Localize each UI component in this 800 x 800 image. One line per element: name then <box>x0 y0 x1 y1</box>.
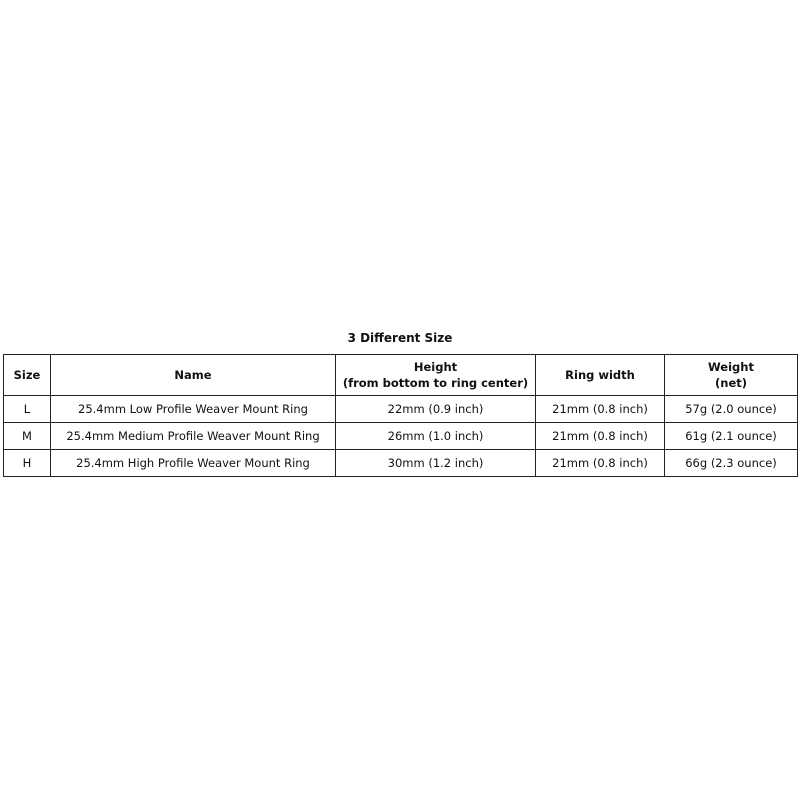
cell-height: 26mm (1.0 inch) <box>336 423 536 450</box>
header-size <box>4 355 51 396</box>
header-height <box>336 355 536 396</box>
table-row <box>4 423 798 450</box>
table-row <box>4 450 798 477</box>
header-weight-label: Weight <box>708 360 754 374</box>
header-weight-sublabel: (net) <box>715 376 747 390</box>
header-ring-width <box>536 355 665 396</box>
cell-size: H <box>4 450 51 477</box>
header-size-label: Size <box>13 368 41 382</box>
cell-weight: 57g (2.0 ounce) <box>665 396 798 423</box>
cell-height: 30mm (1.2 inch) <box>336 450 536 477</box>
cell-ring-width: 21mm (0.8 inch) <box>536 423 665 450</box>
cell-name: 25.4mm High Profile Weaver Mount Ring <box>51 450 336 477</box>
header-height-sublabel: (from bottom to ring center) <box>342 376 529 390</box>
cell-weight: 66g (2.3 ounce) <box>665 450 798 477</box>
cell-size: M <box>4 423 51 450</box>
cell-weight: 61g (2.1 ounce) <box>665 423 798 450</box>
cell-ring-width: 21mm (0.8 inch) <box>536 450 665 477</box>
header-ring-width-label: Ring width <box>565 368 635 382</box>
cell-ring-width: 21mm (0.8 inch) <box>536 396 665 423</box>
cell-name: 25.4mm Medium Profile Weaver Mount Ring <box>51 423 336 450</box>
table-header-row <box>4 355 798 396</box>
cell-height: 22mm (0.9 inch) <box>336 396 536 423</box>
size-spec-table <box>3 354 798 477</box>
header-name-label: Name <box>174 368 212 382</box>
header-weight <box>665 355 798 396</box>
header-name <box>51 355 336 396</box>
header-height-label: Height <box>413 360 458 374</box>
table-row <box>4 396 798 423</box>
cell-name: 25.4mm Low Profile Weaver Mount Ring <box>51 396 336 423</box>
table-title: 3 Different Size <box>347 331 453 345</box>
cell-size: L <box>4 396 51 423</box>
